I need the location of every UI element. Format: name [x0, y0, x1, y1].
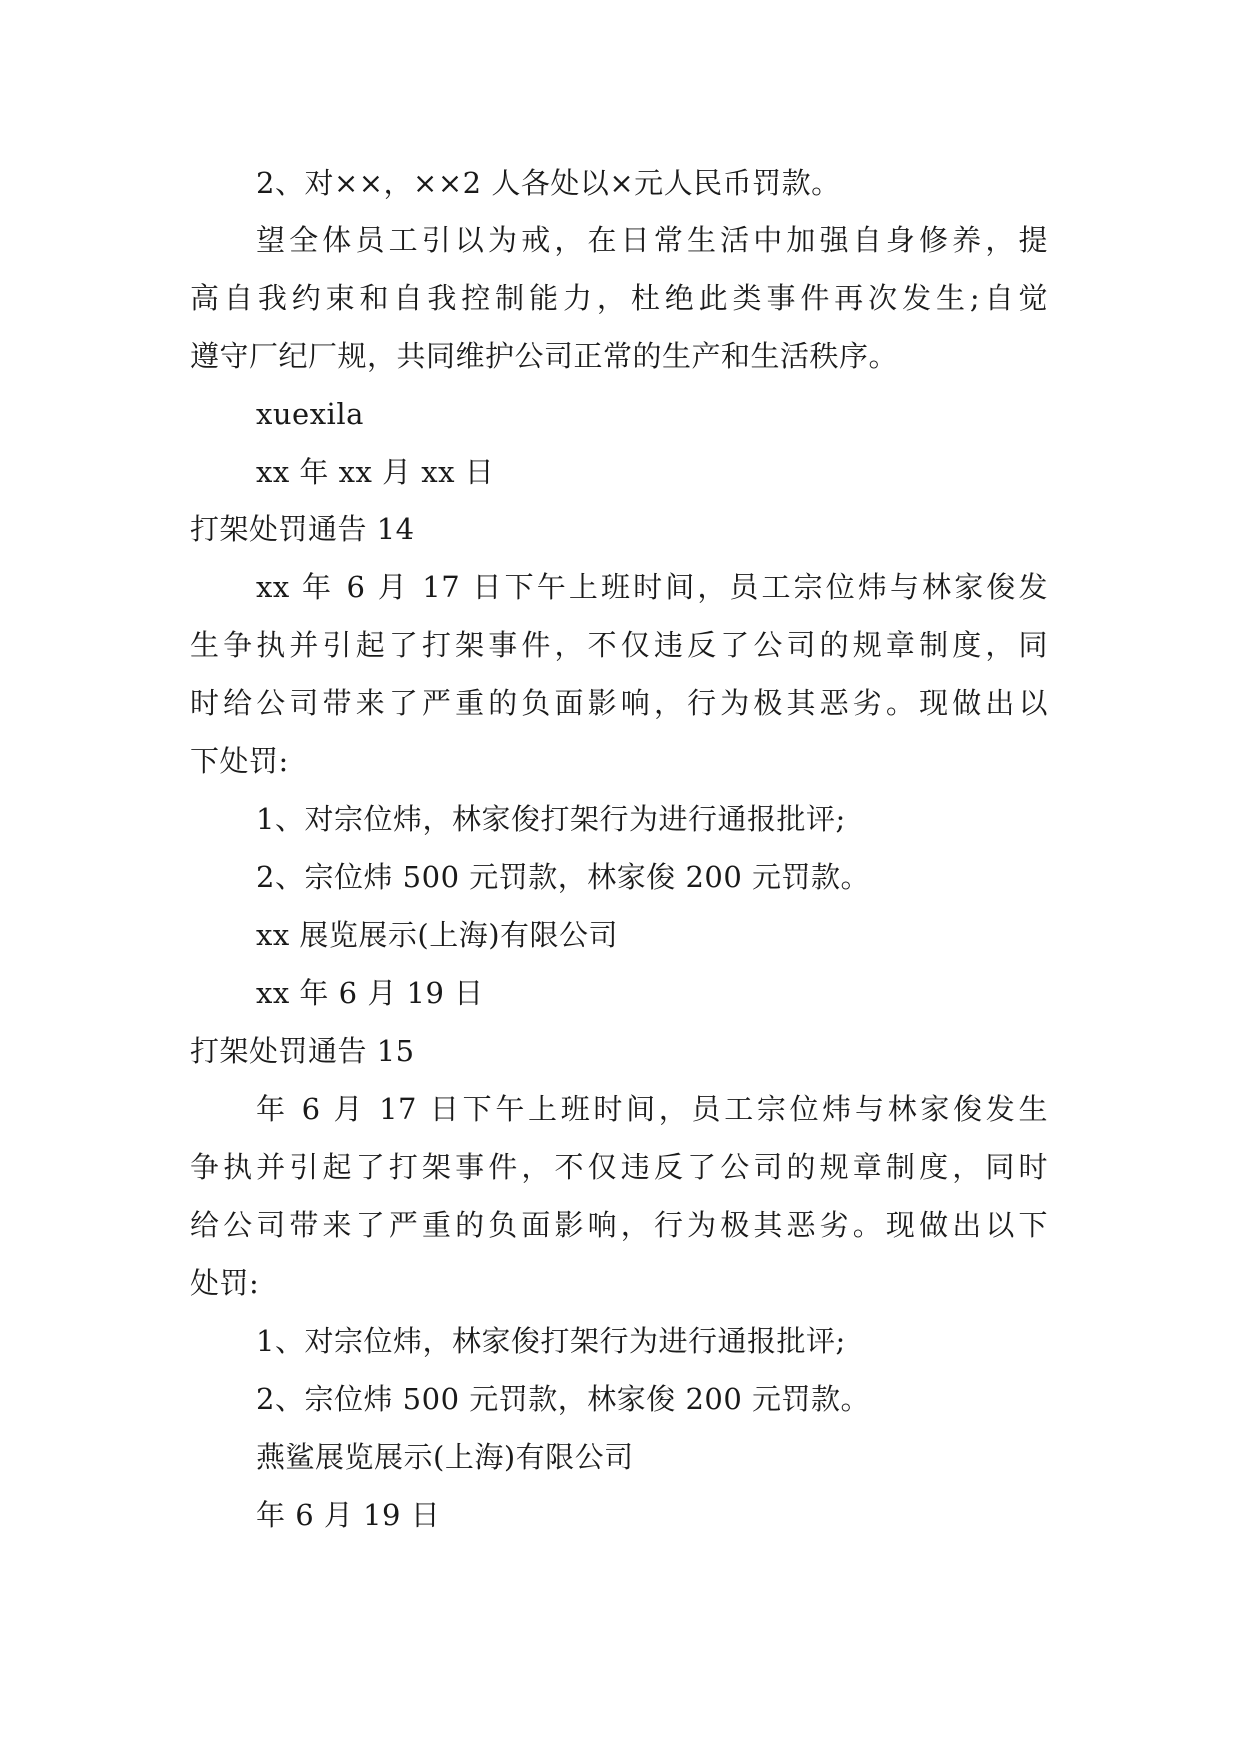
notice-15-body-line-4: 处罚: — [190, 1266, 260, 1300]
notice-14-company: xx 展览展示(上海)有限公司 — [256, 918, 619, 952]
closing-paragraph-line-2: 高自我约束和自我控制能力，杜绝此类事件再次发生;自觉 — [190, 281, 1048, 315]
notice-15-company: 燕鲨展览展示(上海)有限公司 — [256, 1440, 634, 1474]
penalty-item-2: 2、对××，××2 人各处以×元人民币罚款。 — [256, 166, 841, 200]
notice-14-penalty-item-2: 2、宗位炜 500 元罚款，林家俊 200 元罚款。 — [256, 860, 871, 894]
notice-14-body-line-4: 下处罚: — [190, 744, 289, 778]
signature-date: xx 年 xx 月 xx 日 — [256, 455, 495, 489]
notice-14-body-line-3: 时给公司带来了严重的负面影响，行为极其恶劣。现做出以 — [190, 686, 1048, 720]
notice-14-title: 打架处罚通告 14 — [190, 512, 415, 546]
signature: xuexila — [256, 397, 364, 431]
notice-15-date: 年 6 月 19 日 — [256, 1498, 441, 1532]
notice-15-body-line-3: 给公司带来了严重的负面影响，行为极其恶劣。现做出以下 — [190, 1208, 1048, 1242]
notice-15-body-line-1: 年 6 月 17 日下午上班时间，员工宗位炜与林家俊发生 — [256, 1092, 1048, 1126]
closing-paragraph-line-1: 望全体员工引以为戒，在日常生活中加强自身修养，提 — [256, 223, 1048, 257]
notice-14-date: xx 年 6 月 19 日 — [256, 976, 484, 1010]
notice-15-penalty-item-1: 1、对宗位炜，林家俊打架行为进行通报批评; — [256, 1324, 846, 1358]
notice-15-penalty-item-2: 2、宗位炜 500 元罚款，林家俊 200 元罚款。 — [256, 1382, 871, 1416]
notice-14-penalty-item-1: 1、对宗位炜，林家俊打架行为进行通报批评; — [256, 802, 846, 836]
notice-15-body-line-2: 争执并引起了打架事件，不仅违反了公司的规章制度，同时 — [190, 1150, 1048, 1184]
notice-15-title: 打架处罚通告 15 — [190, 1034, 415, 1068]
notice-14-body-line-2: 生争执并引起了打架事件，不仅违反了公司的规章制度，同 — [190, 628, 1048, 662]
notice-14-body-line-1: xx 年 6 月 17 日下午上班时间，员工宗位炜与林家俊发 — [256, 570, 1048, 604]
closing-paragraph-line-3: 遵守厂纪厂规，共同维护公司正常的生产和生活秩序。 — [190, 339, 899, 373]
